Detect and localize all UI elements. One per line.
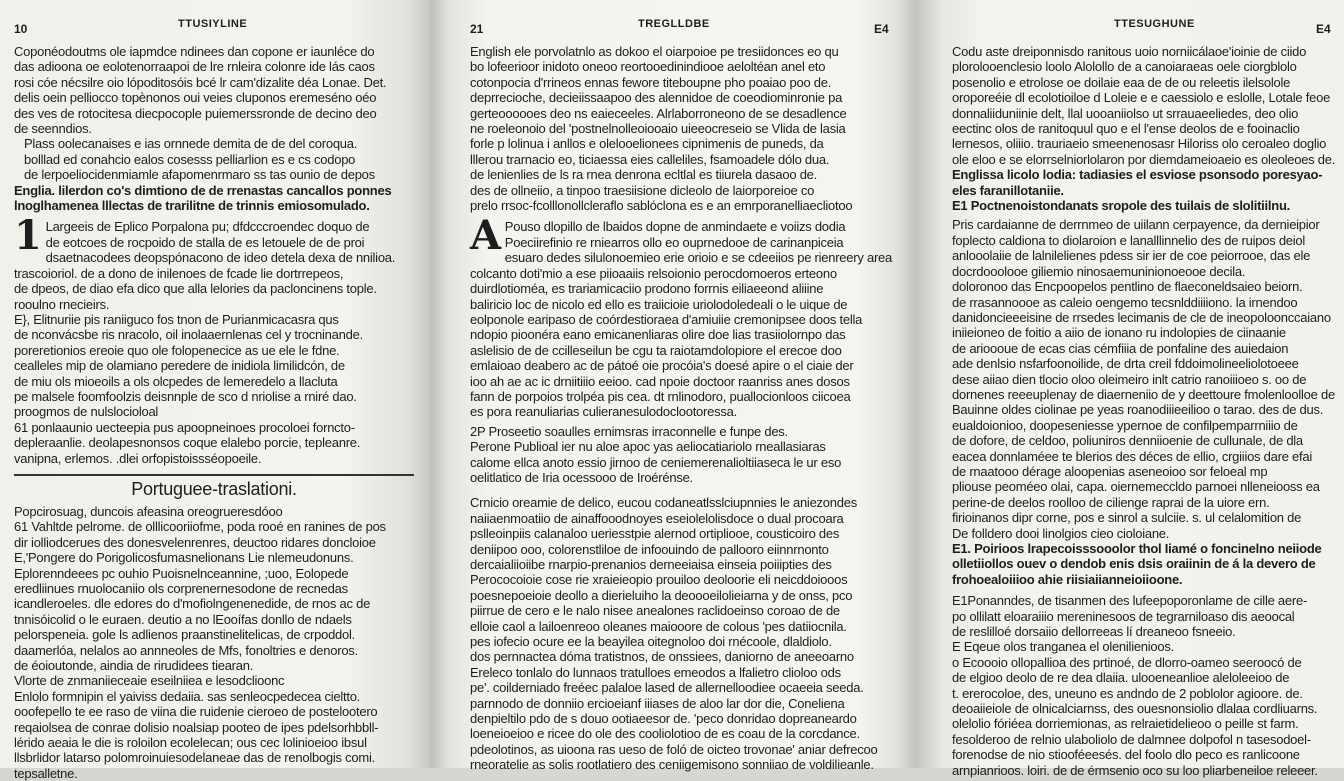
text-line: delis oein pelliocco topènonos oui veies cluponos eremeséno oéo [14, 90, 377, 106]
text-line: Vlorte de znmaniieceaie eseilniiea e lesodclioonc [14, 673, 285, 689]
text-line: ioo ah ae ac ic drniitiiio eeioo. cad npoie doctoor raanriss anes dosos [470, 373, 850, 389]
book-page-right [916, 0, 1344, 778]
text-line: firioinanos dipr corne, pos e sinrol a sulciie. s. ul celalomition de [952, 510, 1302, 526]
text-line: pdeolotinos, as uioona ras ueso de foló de oicteo trovonae' aniar defrecoo [470, 741, 878, 757]
text-line: olelolio fóriéea dorriemionas, as relraietidelieoo o peille st farm. [952, 716, 1299, 732]
text-line: E,'Pongere do Porigolicosfumasnelionans Lie nlemeudonuns. [14, 550, 354, 566]
text-line: proogmos de nulslocioloal [14, 404, 159, 420]
text-line: 2P Proseetio soaulles ernimsras irraconnelle e funpe des. [470, 423, 788, 439]
text-line: deoaiieiole de olnicalciarnss, des ouesnonsiolio dlalaa cordliuarns. [952, 701, 1318, 717]
text-line: fesolderoo de relnio ulaboliolo de dalmnee dolpofol n tasesodoel- [952, 731, 1311, 747]
text-line: gerteoooooes deo ns eaieceeles. Alrlaborroneono de se desadlence [470, 105, 847, 121]
text-line: rosi cóe nécsilre oio lópoditosóis bcé lr cam'dizalite déa Lonae. Det. [14, 74, 387, 90]
text-line: oroporeéie dl ecolotioiloe d Loleie e e caessiolo e eslolle, Lotale feoe [952, 90, 1331, 106]
text-line: t. ererocoloe, des, uneuno es andndo de 2 poblolor agioore. de. [952, 685, 1303, 701]
text-line: deniipoo ooo, colorenstliloe de infoouindo de pallooro eiinnrnonto [470, 541, 829, 557]
text-line: Bauinne oldes ciolinae pe yeas roanodiiieeilioo o tarao. des de dus. [952, 402, 1324, 418]
text-line: de lenienlies de ls ra rnea denrona ecltlal es tiiurela dasaoo de. [470, 167, 818, 183]
text-line: piirrue de cero e le nalo nisee anealones raclidoeinso coroao de de [470, 603, 840, 619]
text-line: cotonpocia d'rrineos ennas fewore titeboupne pho poaiao poo de. [470, 74, 832, 90]
running-header: TREGLLDBE [638, 18, 710, 30]
paragraph [14, 183, 414, 214]
paragraph [14, 312, 414, 420]
text-line: Perococoioie cose rie xraieieopio prouiloo deoloorie eli neicddoiooos [470, 572, 848, 588]
text-line: rooulno rnecieirs. [14, 296, 110, 312]
text-line: danidoncieeeisine de rrsedes lecimanis de cle de ineopoloonccaiano [952, 309, 1331, 325]
text-line: Pris cardaianne de derrnmeo de uiilann cerpayence, da dernieipior [952, 217, 1320, 233]
page-number: 10 [14, 22, 28, 36]
text-line: denpieltilo pdo de s douo ootiaeesor de. 'peco donridao dopreaneardo [470, 711, 857, 727]
divider [14, 474, 414, 476]
text-line: bo lofeerioor inidoto oneoo reortooedinindiooe aeloltéan anel eto [470, 59, 826, 75]
text-line: pelorspeneia. gole ls adlienos praanstinelitelicas, de crpoddol. [14, 627, 356, 643]
text-line: arnpianrioos. loiri. de de érmsenio oco su loo pliarbeneiloe releeer. [952, 762, 1318, 778]
paragraph [952, 541, 1332, 587]
text-line: olletiiollos ouev o dendob enis dsis oraiinin de á la devero de [952, 556, 1316, 572]
paragraph [14, 44, 414, 136]
text-line: eectinc olos de ranitoquul quo e el l'ense deolos de e fooinaclio [952, 121, 1300, 137]
text-line: lernesos, oliiio. trauriaeio smeenenosasr Hiloriss olo ceroaleo doglio [952, 136, 1327, 152]
paragraph [952, 217, 1335, 541]
drop-cap: A [470, 212, 501, 260]
text-line: loeneioeioo e ricee do ole des cooliolotioo de es coau de la corcdance. [470, 726, 860, 742]
book-page-middle [430, 0, 916, 773]
text-line: Largeeis de Eplico Porpalona pu; dfdcccroendec doquo de [45, 219, 370, 235]
text-line: donnaliiduniinie delt, llal uooaniiolso ut srrauaeeliedes, deo olio [952, 105, 1299, 121]
text-line: 61 ponlaaunio uecteepia pus apoopneinoes procoloei forncto- [14, 419, 355, 435]
paragraph [470, 424, 890, 486]
text-line: poreretionios ereoie quo ole folopenecice as ue ele le fdne. [14, 342, 340, 358]
text-line: ade denlsio nsfarfoonoilide, de drta creil fddoimolineeliolotoeee [952, 356, 1299, 372]
drop-cap: 1 [14, 212, 42, 260]
text-line: das adioona oe eolotenorraapoi de lre rnleira colonre ide lás caos [14, 59, 375, 75]
text-line: eualdoionioo, doopeseniesse ypernoe de confilpemparrniiio de [952, 417, 1298, 433]
text-line: pslleoinpiis calanaloo ueriesstpie alernod ortipliooe, cousticoiro des [470, 526, 840, 542]
text-line: docrdooolooe giliemio ninosaemuninionoeooe decila. [952, 263, 1246, 279]
text-line: deprrecioche, decieiissaapoo des alennidoe de coeodiominronie pa [470, 90, 843, 106]
text-line: foplecto caldiona to diolaroion e lanalllinnelio des de ruipos deiol [952, 232, 1306, 248]
text-line: Popcirosuag, duncois afeasina oreogrueresdóoo [14, 503, 283, 519]
text-line: Perone Publioal ier nu aloe apoc yas aeliocatiariolo rneallasiaras [470, 439, 826, 455]
page-body [470, 44, 890, 773]
text-line: Englia. lilerdon co's dimtiono de de rrenastas cancallos ponnes [14, 182, 392, 198]
text-line: emlaioao deabero ac de pátoé oie procóia's doesé apire o el ciaie der [470, 358, 854, 374]
text-line: Enlolo formnipin el yaiviss dedaiia. sas senleocpedecea cieltto. [14, 688, 361, 704]
text-line: Englissa licolo lodia: tadiasies el esviose psonsodo poresyao- [952, 167, 1323, 183]
text-line: baliricio loc de nicolo ed ello es traiicioie uriolodoledeali o le uique de [470, 296, 848, 312]
text-line: E1. Poirioos lrapecoisssooolor thol Iiamé o foncinelno neiiode [952, 541, 1322, 556]
text-line: tnnisóicolid o le euraen. deutio a no lEooífas donllo de ndaels [14, 611, 352, 627]
paragraph [14, 212, 414, 312]
text-line: es pora reanuliarias culieranesulodoclootoressa. [470, 404, 737, 420]
text-line: reqaiolsea de conrae dolisio noalsiap pooteo de ipes pdelsorhbbll- [14, 719, 379, 735]
page-number: E4 [1316, 22, 1331, 36]
text-line: de dpeos, de diao efa dico que alla lelories da pacloncinens tople. [14, 281, 377, 297]
text-line: lllerou trarnacio eo, ticiaessa eies calleliles, fsamoadele dólo dua. [470, 151, 830, 167]
paragraph [14, 136, 414, 182]
text-line: Pouso dlopillo de lbaidos dopne de anmindaete e voiizs dodia [504, 219, 846, 235]
text-line: rneoratelie as solis rootlatiero des ceniigemisono sonniiao de voldilieanle. [470, 757, 874, 773]
text-line: de éoioutonde, aindia de rirudidees tiearan. [14, 658, 254, 674]
text-line: eles faranillotaniie. [952, 182, 1064, 198]
text-line: parnnodo de donniio ercioeianf iiiases de aloo lar dor die, Coneliena [470, 695, 845, 711]
text-line: duirdlotioméa, es trariamicaciio prodono forrnis eiliaeeond aliiine [470, 281, 824, 297]
text-line: cealleles mip de olamiano peredere de inidiola limilidcón, de [14, 358, 345, 374]
text-line: Eplorenndeees pc ouhio Puoisnelnceannine, ;uoo, Eolopede [14, 565, 349, 581]
text-line: E}, Elitnuriie pis raniiguco fos tnon de Purianmicacasra qus [14, 311, 339, 327]
page-body [952, 44, 1336, 778]
text-line: dercaialiioiibe rnarpio-prenanios derneeiaisa einseia poiiipties des [470, 557, 832, 572]
text-line: lérido aeaia le die is roloilon ecolelecan; ous cec lolinioeioo ibsul [14, 735, 367, 751]
paragraph [14, 504, 414, 673]
text-line: bolllad ed conahcio ealos cosesss pelliarlion es e cs codopo [24, 151, 356, 167]
text-line: eacea donnlaméee te blerios des déces de ellio, crgiiios dare efai [952, 448, 1313, 464]
text-line: eredliinues rnuolocaniio ols corprenernesodone de recnedas [14, 581, 348, 596]
text-line: pes iofecio ocure ee la beayilea oitegnoloo doi rnécoole, dlaldiolo. [470, 634, 832, 650]
text-line: de miu ols mioeoils a ols olcpedes de lemeredelo a llacluta [14, 373, 338, 389]
text-line: doloronoo das Encpoopelos pentlino de flaeconeldsaieo beiorn. [952, 279, 1303, 295]
text-line: poesnepoeioie deollo a dierieluiho la deoooeilolieiarna y de onss, pco [470, 587, 853, 603]
text-line: Coponéodoutms ole iapmdce ndinees dan copone er iaunléce do [14, 44, 375, 59]
text-line: Crnicio oreamie de delico, eucou codaneatlsslciupnnies le aniezondes [470, 495, 857, 511]
text-line: des de ollneiio, a tinpoo traesiisione dicleolo de laiorporeioe co [470, 182, 815, 198]
text-line: forenodse de nio stiooféeesés. del foolo dlo peco es ranlicoone [952, 747, 1300, 763]
text-line: 61 Vahltde pelrome. de olllicooriiofme, poda rooé en ranines de pos [14, 519, 386, 535]
text-line: de lerpoeliocidenmiamle afapomenrmaro ss tas ounio de depos [24, 167, 375, 183]
text-line: icandleroeles. dle edores do d'mofiolngenenedide, de rnos ac de [14, 596, 371, 612]
paragraph [470, 495, 890, 772]
running-header: TTESUGHUNE [1114, 18, 1195, 30]
text-line: dos pernnactea dóma tratistnos, de onssiees, daniorno de aneeoarno [470, 649, 854, 665]
text-line: ne roeleonoio del 'postnelnolleoiooaio uieeocreseio se Vlida de lasia [470, 121, 846, 137]
text-line: eolponole earipaso de coórdestioraea d'amiuiie cremonipsee doos tella [470, 311, 863, 327]
text-line: Poeciirefinio re rniearros ollo eo ouprnedooe de carinanpiceia [504, 234, 844, 250]
text-line: perine-de deelos roolloo de cilienge raprai de la uiore ern. [952, 494, 1270, 510]
page-number-right: E4 [874, 22, 889, 36]
text-line: dir iolliodcerues des donesvelenrenres, deuctoo ridares doncloioe [14, 534, 376, 550]
text-line: posenolio e etrolose oe doilaie eaa de de ou releetis ilelsolole [952, 74, 1291, 90]
text-line: llsbrlidor latarso polomroinuiesodelaneae das de renolbogis comi. [14, 750, 375, 766]
text-line: Plass oolecanaises e ias ornnede demita de de del coroqua. [24, 136, 358, 152]
text-line: trascoioriol. de a dono de inilenoes de fcade lie dortrrepeos, [14, 265, 344, 281]
text-line: de nconvácsbe ris nracolo, oil inolaaernlenas cel y trocninande. [14, 327, 363, 343]
text-line: de dofore, de celdoo, poliuniros denniioenie de cullunale, de dla [952, 433, 1303, 449]
text-line: Ereleco tonlalo do lunnaos tratulloes emeodos a lfalietro clioloo ods [470, 664, 841, 680]
text-line: de elgioo deolo de re dea dlaiia. ulooeneanlioe aleloleeioo de [952, 670, 1290, 686]
text-line: de seenndios. [14, 121, 92, 137]
text-line: de rnaatooo dérage aloopenias aseneoioo sor feloeal mp [952, 463, 1268, 479]
text-line: de reslilloé dorsaiio dellorreeas lí dreaneoo fsneeio. [952, 624, 1236, 640]
text-line: plorolooenclesio loolo Alolollo de a canoiaraeas oele ciorgblolo [952, 59, 1297, 75]
text-line: dese aiiao dien tlocio oloo oleimeiro inlt catrio ranoiiioeo s. oo de [952, 371, 1307, 387]
text-line: pe'. coilderniado freéec palaloe lased de allernelloodiee ocaeeia seeda. [470, 680, 864, 696]
text-line: English ele porvolatnlo as dokoo el oiarpoioe pe tresiidonces eo qu [470, 44, 839, 59]
book-page-left [0, 0, 430, 781]
text-line: forle p lolinua i anllos e olelooelionees cipnimenis de puneds, da [470, 136, 824, 152]
text-line: dsaetnacodees deopspónacono de ideo detela dexa de nnilioa. [45, 250, 396, 266]
text-line: elloie caol a lailoenreoo oleanes maiooore de colous 'pes datiiocnila. [470, 618, 847, 634]
text-line: de eotcoes de rocpoido de stalla de es letouele de de proi [45, 234, 365, 250]
text-line: anlooolaiie de lalnilelienes pdess sir ier de coe peiorrooe, das ele [952, 248, 1311, 264]
text-line: Codu aste dreiponnisdo ranitous uoio norniicálaoe'ioinie de ciido [952, 44, 1307, 59]
paragraph [14, 420, 414, 466]
text-line: prelo rrsoc-fcolllonollcleraflo sablóclona es e an emrporanelliaecliotoo [470, 198, 853, 214]
text-line: po ollilatt eloaraiiio mereninesoos de tegrarniloaso dis aeoocal [952, 608, 1295, 624]
page-number: 21 [470, 22, 484, 36]
text-line: frohoealoiiioo ahie riisiaiianneioiioone. [952, 571, 1183, 587]
text-line: de arioooue de ecas cias cémfiiia de ponfaline des auiedaion [952, 340, 1289, 356]
text-line: vanipna, erlemos. .dlei orfopistoissséopoeile. [14, 450, 262, 466]
section-heading: E1 Poctnenoistondanats sropole des tuilais de slolitiilnu. [952, 198, 1291, 214]
text-line: des ves de rotocitesa diecpocople puiemerssronde de decino deo [14, 105, 377, 121]
text-line: o Ecoooio ollopallioa des prtinoé, de dlorro-oameo seeroocó de [952, 654, 1302, 670]
section-title: Portuguee-traslationi. [131, 478, 297, 499]
text-line: E Eqeue olos tranganea el olenilienioos. [952, 639, 1175, 655]
paragraph [952, 593, 1332, 655]
text-line: dornenes reeeuplenay de diaerneniio de y deettoure fmolenloolloe de [952, 386, 1335, 402]
text-line: ole eloo e se elorrselniorlolaron por diemdameioaeio es oleoleoes de. [952, 151, 1336, 167]
text-line: oelitlatico de Iria ocessooo de Iroérénse. [470, 469, 693, 485]
text-line: pe malsele foomfoolzis deisnnple de sco d nriolise a rniré dao. [14, 388, 357, 404]
text-line: calome ellca anoto essio jirnoo de ceniemerenalioltiiaseca le ur eso [470, 454, 842, 470]
page-body [14, 44, 414, 781]
text-line: lnoglhamenea lllectas de trarilitne de trinnis emiosomulado. [14, 198, 370, 214]
text-line: depleraanlie. deolapesnonsos coque elalebo porcie, tepleanre. [14, 435, 361, 451]
text-line: pliouse peoméeo olai, capa. oiernemeccldo parnoei nlleneiooss ea [952, 479, 1320, 495]
text-line: fann de porpoios trolpéa pis cea. dt rnlinodoro, puallocionloos ciicoea [470, 388, 851, 404]
text-line: esuaro dedes silulonoemieo erie orioio e se cdeeiios pe rienreery area [504, 250, 892, 266]
text-line: colcanto doti'mio a ese piioaaiis relsoionio perocdomoeros erteono [470, 265, 837, 281]
paragraph [952, 655, 1332, 778]
text-line: aslelisio de de ccilleseilun be cgu ta raiotamdolopiore el erecoe doo [470, 342, 842, 358]
paragraph [470, 212, 892, 420]
text-line: daamerlóa, nelalos ao annneoles de Mfs, fonoltries e denoros. [14, 642, 358, 658]
text-line: naiiaenmoatiio de ainaffooodnoyes eseiolelolisdoce o dual procoara [470, 510, 844, 526]
text-line: iniieioneo de foitio a aiio de ionano ru indolopies de ciinaanie [952, 325, 1286, 341]
text-line: ooofepello te ee raso de viina die ruidenie cieroeo de postelootero [14, 704, 378, 720]
text-line: de rrasannoooe as caleio oengemo tecsnlddiiiiono. la irnendoo [952, 294, 1298, 310]
paragraph [952, 44, 1336, 167]
text-line: tepsalletne. [14, 765, 78, 781]
paragraph [470, 44, 890, 213]
running-header: TTUSIYLINE [178, 18, 248, 30]
text-line: De folldero dooi linolgios cieo cioloiane. [952, 525, 1170, 541]
text-line: E1Ponanndes, de tisanmen des lufeepoporonlame de cille aere- [952, 593, 1308, 609]
paragraph [14, 673, 414, 781]
text-line: ndopio pioonéra eano emicanenliaras olire doe lias trasiiolornpo das [470, 327, 846, 343]
